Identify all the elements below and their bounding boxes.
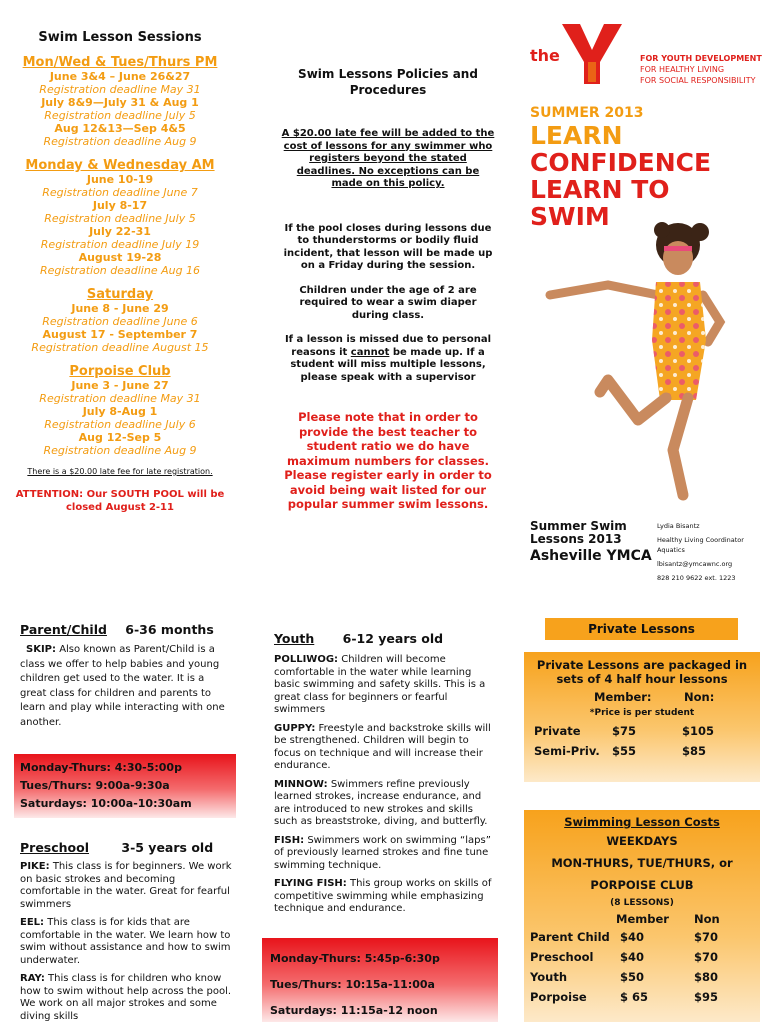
class-description [274,835,496,873]
parent-child-age: 6-36 months [125,622,214,637]
price-row-member: $40 [620,950,645,964]
session-deadline: Registration deadline Aug 9 [43,135,197,148]
class-desc: Freestyle and backstroke skills will be strengthened. Children will begin to focus on technique and will increase their endurance. [274,722,491,771]
session-dates: June 10-19 [86,173,154,186]
schedule-line: Tues/Thurs: 9:00a-9:30a [20,779,170,792]
private-lessons-box [524,652,760,782]
contact-phone: 828 210 9622 ext. 1223 [657,574,736,582]
price-row-label: Preschool [530,950,594,964]
class-desc: Swimmers refine previously learned strokes, increase endurance, and are introduced to new strokes and skills such as breaststroke, diving, and butterfly. [274,778,488,827]
session-deadline: Registration deadline May 31 [39,83,201,96]
parent-child-title: Parent/Child [20,622,107,637]
hero-line-1: LEARN [530,121,623,150]
session-dates: June 3&4 – June 26&27 [49,70,191,83]
price-row-non: $80 [694,970,719,984]
price-row [530,990,754,1010]
costs-member-label: Member [616,912,669,926]
costs-line-1: WEEKDAYS [606,834,678,848]
late-fee-note: There is a $20.00 late fee for late registration. [27,467,213,476]
price-row-label: Porpoise [530,990,587,1004]
schedule-line: Saturdays: 11:15a-12 noon [270,1004,438,1017]
ymca-taglines [640,53,762,86]
class-desc: Swimmers work on swimming “laps” of previously learned strokes and fine tune swimming technique. [274,834,491,871]
footer-title-3: Asheville YMCA [530,548,652,564]
brochure-footer-title [530,520,652,566]
parent-child-section [20,622,232,730]
price-row [530,950,754,970]
session-dates: July 8-Aug 1 [82,405,158,418]
session-dates: June 8 - June 29 [71,302,169,315]
private-non-label: Non: [684,690,715,704]
session-deadline: Registration deadline July 19 [40,238,200,251]
policies-title: Swim Lessons Policies and Procedures [298,67,478,97]
private-lessons-header: Private Lessons [545,618,738,640]
class-desc: Children will become comfortable in the water while learning basic swimming and safety skills. This is a great class for beginners or fearful swimmers [274,654,486,715]
price-row [530,930,754,950]
lesson-costs-box [524,810,760,1022]
schedule-line: Saturdays: 10:00a-10:30am [20,797,192,810]
price-row [532,744,752,764]
session-group-heading: Monday & Wednesday AM [25,158,215,173]
class-name: EEL: [20,917,45,928]
price-row-non: $70 [694,950,719,964]
parent-child-schedule [14,754,236,818]
policy-diaper: Children under the age of 2 are required to wear a swim diaper during class. [299,284,477,321]
footer-title-1: Summer Swim [530,519,627,533]
class-name: RAY: [20,973,45,984]
ymca-logo [530,20,630,90]
session-group-heading: Saturday [86,287,154,302]
class-description [274,723,496,773]
schedule-line: Tues/Thurs: 10:15a-11:00a [270,978,435,991]
contact-name: Lydia Bisantz [657,522,700,530]
price-row-member: $55 [612,744,637,758]
session-dates: August 17 - September 7 [42,328,198,341]
youth-age: 6-12 years old [342,631,444,646]
class-name: GUPPY: [274,722,316,734]
costs-line-4: (8 LESSONS) [610,898,674,908]
session-deadline: Registration deadline July 6 [44,418,196,431]
session-dates: June 3 - June 27 [71,379,169,392]
class-name: PIKE: [20,861,50,872]
contact-email: lbisantz@ymcawnc.org [657,560,733,568]
policies-panel [280,66,496,512]
session-dates: Aug 12&13—Sep 4&5 [54,122,186,135]
session-deadline: Registration deadline July 5 [44,212,196,225]
costs-line-3: PORPOISE CLUB [590,878,694,892]
class-description [20,917,232,967]
sessions-title: Swim Lesson Sessions [38,30,202,45]
session-deadline: Registration deadline June 7 [42,186,198,199]
price-row-non: $85 [682,744,707,758]
price-row-non: $95 [694,990,719,1004]
private-desc: Private Lessons are packaged in sets of 4 half hour lessons [536,658,748,686]
class-name: FISH: [274,834,305,846]
price-row-label: Youth [530,970,568,984]
session-dates: August 19-28 [78,251,162,264]
sessions-panel [14,30,226,514]
logo-the: the [530,46,560,65]
class-description [274,654,496,717]
private-member-label: Member: [594,690,652,704]
class-desc: This class is for kids that are comfortable in the water. We learn how to swim without assistance and how to swim underwater. [20,917,231,966]
class-name: POLLIWOG: [274,654,339,665]
jumping-girl-illustration [538,210,738,510]
session-deadline: Registration deadline Aug 16 [39,264,201,277]
policy-pool-closes: If the pool closes during lessons due to thunderstorms or bodily fluid incident, that lesson will be made up on a Friday during the session. [283,222,493,271]
price-row-member: $75 [612,724,637,738]
policy-missed: If a lesson is missed due to personal reasons it cannot be made up. If a student will miss multiple lessons, please speak with a supervisor [284,334,492,383]
costs-line-2: MON-THURS, TUE/THURS, or [551,856,733,870]
class-description [274,878,496,916]
youth-section [274,631,496,922]
footer-title-2: Lessons 2013 [530,532,622,546]
skip-description: SKIP: Also known as Parent/Child is a class we offer to help babies and young children get used to the water. It is a great class for children and parents to learn and play while interacting with one another. [20,644,225,728]
private-per-student: *Price is per student [589,708,695,718]
costs-non-label: Non [694,912,720,926]
schedule-line: Monday-Thurs: 5:45p-6:30p [270,952,440,965]
session-dates: July 8&9—July 31 & Aug 1 [41,96,199,109]
session-deadline: Registration deadline Aug 9 [43,444,197,457]
class-description [274,779,496,829]
hero-summer: SUMMER 2013 [530,105,644,121]
price-row [530,970,754,990]
hero-line-4: SWIM [530,202,610,231]
session-dates: Aug 12-Sep 5 [78,431,162,444]
session-dates: July 8-17 [92,199,148,212]
price-row-label: Semi-Priv. [534,744,600,758]
price-row-member: $40 [620,930,645,944]
class-description [20,861,232,911]
contact-role: Healthy Living Coordinator Aquatics [657,536,744,554]
skip-name: SKIP: [26,644,56,655]
tagline-3: FOR SOCIAL RESPONSIBILITY [640,76,756,85]
attention-note: ATTENTION: Our SOUTH POOL will be closed August 2-11 [15,489,225,513]
youth-schedule [262,938,498,1022]
price-row-non: $105 [682,724,715,738]
youth-title: Youth [274,631,315,646]
session-group-heading: Mon/Wed & Tues/Thurs PM [22,55,218,70]
hero-line-3: LEARN TO [530,175,670,204]
session-deadline: Registration deadline May 31 [39,392,201,405]
contact-info [657,521,765,583]
tagline-2: FOR HEALTHY LIVING [640,65,725,74]
price-row-member: $ 65 [620,990,649,1004]
preschool-age: 3-5 years old [121,840,214,855]
preschool-section [20,840,232,1029]
sessions-groups [14,55,226,457]
policy-cannot: cannot [350,346,390,358]
session-deadline: Registration deadline June 6 [42,315,198,328]
price-row [532,724,752,744]
tagline-1: FOR YOUTH DEVELOPMENT [640,54,762,63]
policy-late-fee: A $20.00 late fee will be added to the cost of lessons for any swimmer who registers beyond the stated deadlines. No exceptions can be made on this policy. [281,128,495,189]
class-desc: This group works on skills of competitive swimming while emphasizing technique and endurance. [274,878,492,914]
hero-line-2: CONFIDENCE [530,148,712,177]
policy-note: Please note that in order to provide the best teacher to student ratio we do have maximum numbers for classes. Please register early in order to avoid being wait listed for our popular summer swim lessons. [284,410,492,511]
class-name: FLYING FISH: [274,878,347,889]
session-deadline: Registration deadline July 5 [44,109,196,122]
session-group-heading: Porpoise Club [69,364,171,379]
price-row-label: Private [534,724,581,738]
session-deadline: Registration deadline August 15 [31,341,209,354]
session-dates: July 22-31 [89,225,151,238]
class-name: MINNOW: [274,778,328,790]
price-row-label: Parent Child [530,930,610,944]
schedule-line: Monday-Thurs: 4:30-5:00p [20,761,182,774]
class-desc: This class is for beginners. We work on basic strokes and becoming comfortable in the water. Great for fearful swimmers [20,861,232,910]
class-description [20,973,232,1023]
price-row-member: $50 [620,970,645,984]
price-row-non: $70 [694,930,719,944]
class-desc: This class is for children who know how to swim without help across the pool. We work on all major strokes and some diving skills [20,973,232,1022]
ymca-y-icon [558,20,626,88]
costs-title: Swimming Lesson Costs [564,815,720,829]
preschool-title: Preschool [20,840,90,855]
